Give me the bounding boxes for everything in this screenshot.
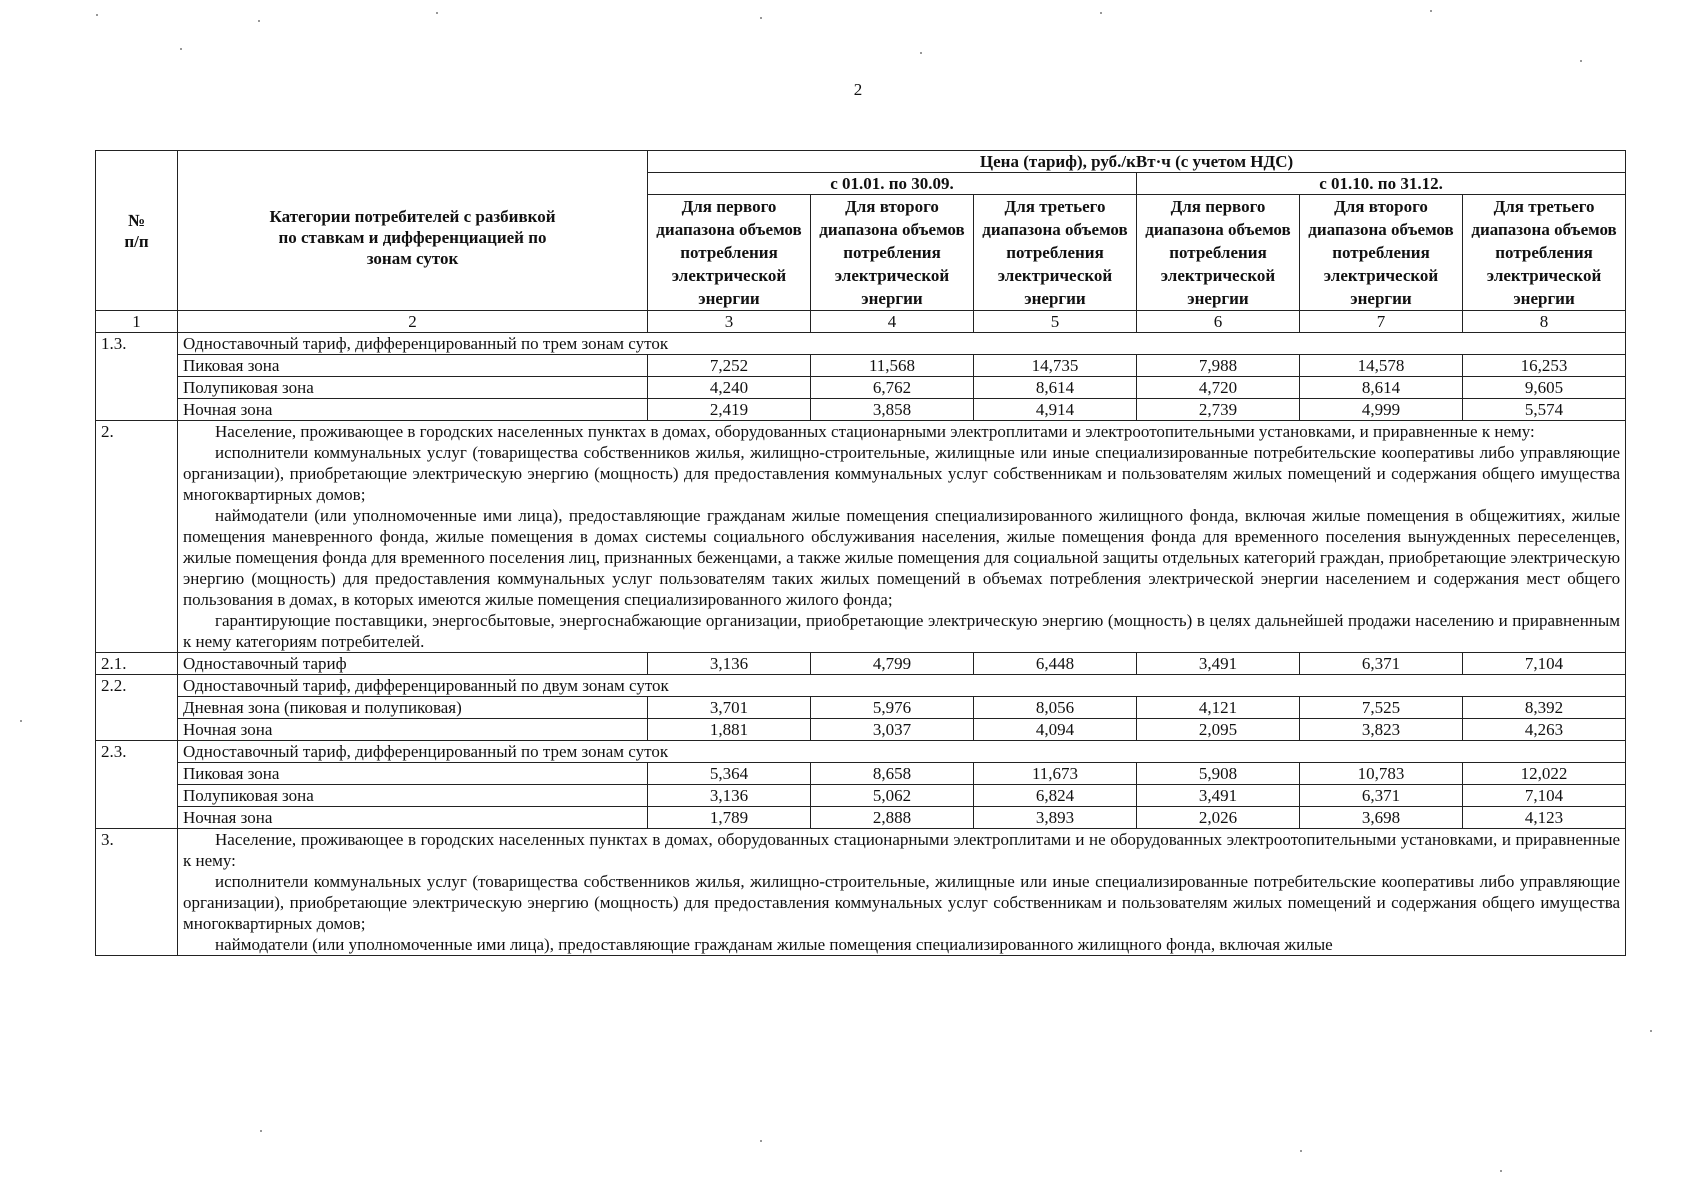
price-cell: 3,698 — [1300, 807, 1463, 829]
section-2-row — [96, 421, 1626, 653]
header-price: Цена (тариф), руб./кВт·ч (с учетом НДС) — [648, 151, 1626, 173]
header-period-2: с 01.10. по 31.12. — [1137, 173, 1626, 195]
price-cell: 4,121 — [1137, 697, 1300, 719]
table-row — [96, 377, 1626, 399]
column-number: 8 — [1463, 311, 1626, 333]
paragraph: Население, проживающее в городских населенных пунктах в домах, оборудованных стационарными электроплитами и не оборудованных электроотопительными установками, и приравненные к нему: — [183, 830, 1621, 870]
price-cell: 11,568 — [811, 355, 974, 377]
column-number: 7 — [1300, 311, 1463, 333]
price-cell: 3,858 — [811, 399, 974, 421]
scan-speck — [258, 20, 260, 22]
scan-speck — [1500, 1170, 1502, 1172]
price-cell: 6,371 — [1300, 785, 1463, 807]
price-cell: 10,783 — [1300, 763, 1463, 785]
paragraph: исполнители коммунальных услуг (товарищества собственников жилья, жилищно-строительные, жилищные или иные специализированные потребительские кооперативы либо управляющие организации), приобретающие электрическую энергию (мощность) для предоставления коммунальных услуг собственникам и пользователям жилых помещений и содержания общего имущества многоквартирных домов; — [183, 872, 1621, 933]
price-cell: 5,062 — [811, 785, 974, 807]
price-cell: 8,056 — [974, 697, 1137, 719]
price-cell: 3,491 — [1137, 653, 1300, 675]
header-category — [178, 151, 648, 311]
price-cell: 6,824 — [974, 785, 1137, 807]
scan-speck — [1650, 1030, 1652, 1032]
price-cell: 8,392 — [1463, 697, 1626, 719]
column-number: 1 — [96, 311, 178, 333]
scan-speck — [1430, 10, 1432, 12]
page-number: 2 — [853, 80, 863, 99]
price-cell: 9,605 — [1463, 377, 1626, 399]
price-cell: 3,136 — [648, 785, 811, 807]
price-cell: 3,491 — [1137, 785, 1300, 807]
section-1-3-title-row — [96, 333, 1626, 355]
header-category-label: Категории потребителей с разбивкой по ставкам и дифференциацией по зонам суток — [269, 207, 556, 268]
header-range-6: Для третьего диапазона объемов потребления электрической энергии — [1463, 195, 1626, 311]
row-number: 2.3. — [96, 741, 178, 829]
price-cell: 2,888 — [811, 807, 974, 829]
paragraph: исполнители коммунальных услуг (товарищества собственников жилья, жилищно-строительные, жилищные или иные специализированные потребительские кооперативы либо управляющие организации), приобретающие электрическую энергию (мощность) для предоставления коммунальных услуг собственникам и пользователям жилых помещений и содержания общего имущества многоквартирных домов; — [183, 443, 1621, 504]
price-cell: 14,578 — [1300, 355, 1463, 377]
section-title: Одноставочный тариф, дифференцированный по двум зонам суток — [178, 675, 1626, 697]
price-cell: 1,881 — [648, 719, 811, 741]
price-cell: 8,658 — [811, 763, 974, 785]
section-description — [178, 829, 1626, 956]
section-description — [178, 421, 1626, 653]
price-cell: 4,094 — [974, 719, 1137, 741]
scan-speck — [1100, 12, 1102, 14]
header-number-abbrev: п/п — [124, 231, 149, 251]
header-period-1: с 01.01. по 30.09. — [648, 173, 1137, 195]
price-cell: 3,893 — [974, 807, 1137, 829]
table-row — [96, 763, 1626, 785]
paragraph: наймодатели (или уполномоченные ими лица), предоставляющие гражданам жилые помещения специализированного жилищного фонда, включая жилые помещения в общежитиях, жилые помещения маневренного фонда, жилые помещения в домах системы социального обслуживания населения, жилые помещения фонда для временного поселения вынужденных переселенцев, жилые помещения фонда для временного поселения лиц, признанных беженцами, а также жилые помещения для социальной защиты отдельных категорий граждан, приобретающие электрическую энергию (мощность) для предоставления коммунальных услуг пользователям таких жилых помещений в объемах потребления электрической энергии населением и содержания мест общего пользования в домах, в которых имеются жилые помещения специализированного жилого фонда; — [183, 506, 1621, 609]
price-cell: 2,026 — [1137, 807, 1300, 829]
row-number: 2. — [96, 421, 178, 653]
paragraph: гарантирующие поставщики, энергосбытовые, энергоснабжающие организации, приобретающие электрическую энергию (мощность) в целях дальнейшей продажи населению и приравненным к нему категориям потребителей. — [183, 611, 1621, 651]
section-title: Одноставочный тариф, дифференцированный по трем зонам суток — [178, 333, 1626, 355]
table-row — [96, 697, 1626, 719]
scan-speck — [760, 1140, 762, 1142]
row-number: 1.3. — [96, 333, 178, 421]
section-2-3-title-row — [96, 741, 1626, 763]
price-cell: 3,136 — [648, 653, 811, 675]
scan-speck — [1300, 1150, 1302, 1152]
price-cell: 4,914 — [974, 399, 1137, 421]
price-cell: 4,799 — [811, 653, 974, 675]
zone-label: Ночная зона — [178, 807, 648, 829]
price-cell: 16,253 — [1463, 355, 1626, 377]
price-cell: 8,614 — [974, 377, 1137, 399]
section-2-2-title-row — [96, 675, 1626, 697]
price-cell: 6,448 — [974, 653, 1137, 675]
scan-speck — [96, 14, 98, 16]
price-cell: 7,104 — [1463, 653, 1626, 675]
price-cell: 6,371 — [1300, 653, 1463, 675]
paragraph: Население, проживающее в городских населенных пунктах в домах, оборудованных стационарными электроплитами и электроотопительными установками, и приравненные к нему: — [215, 422, 1535, 441]
scan-speck — [436, 12, 438, 14]
scan-speck — [180, 48, 182, 50]
column-number: 4 — [811, 311, 974, 333]
table-row — [96, 807, 1626, 829]
header-range-3: Для третьего диапазона объемов потребления электрической энергии — [974, 195, 1137, 311]
price-cell: 7,988 — [1137, 355, 1300, 377]
table-row — [96, 399, 1626, 421]
header-range-1: Для первого диапазона объемов потребления электрической энергии — [648, 195, 811, 311]
header-number-cell — [96, 151, 178, 311]
scan-speck — [760, 17, 762, 19]
price-cell: 14,735 — [974, 355, 1137, 377]
price-cell: 7,525 — [1300, 697, 1463, 719]
zone-label: Ночная зона — [178, 399, 648, 421]
zone-label: Полупиковая зона — [178, 785, 648, 807]
price-cell: 7,104 — [1463, 785, 1626, 807]
column-numbers-row — [96, 311, 1626, 333]
price-cell: 4,999 — [1300, 399, 1463, 421]
tariff-label: Одноставочный тариф — [178, 653, 648, 675]
price-cell: 5,364 — [648, 763, 811, 785]
price-cell: 3,701 — [648, 697, 811, 719]
price-cell: 7,252 — [648, 355, 811, 377]
row-number: 2.1. — [96, 653, 178, 675]
price-cell: 2,419 — [648, 399, 811, 421]
row-number: 2.2. — [96, 675, 178, 741]
price-cell: 5,976 — [811, 697, 974, 719]
header-range-2: Для второго диапазона объемов потребления электрической энергии — [811, 195, 974, 311]
column-number: 2 — [178, 311, 648, 333]
tariff-table — [95, 150, 1626, 956]
zone-label: Пиковая зона — [178, 355, 648, 377]
zone-label: Пиковая зона — [178, 763, 648, 785]
price-cell: 2,739 — [1137, 399, 1300, 421]
price-cell: 12,022 — [1463, 763, 1626, 785]
table-row — [96, 719, 1626, 741]
table-row — [96, 653, 1626, 675]
table-row — [96, 355, 1626, 377]
header-range-5: Для второго диапазона объемов потребления электрической энергии — [1300, 195, 1463, 311]
price-cell: 1,789 — [648, 807, 811, 829]
column-number: 6 — [1137, 311, 1300, 333]
section-3-row — [96, 829, 1626, 956]
column-number: 5 — [974, 311, 1137, 333]
price-cell: 6,762 — [811, 377, 974, 399]
price-cell: 5,574 — [1463, 399, 1626, 421]
price-cell: 11,673 — [974, 763, 1137, 785]
scan-speck — [20, 720, 22, 722]
price-cell: 4,720 — [1137, 377, 1300, 399]
paragraph: наймодатели (или уполномоченные ими лица), предоставляющие гражданам жилые помещения специализированного жилищного фонда, включая жилые — [215, 935, 1333, 954]
zone-label: Дневная зона (пиковая и полупиковая) — [178, 697, 648, 719]
price-cell: 3,037 — [811, 719, 974, 741]
price-cell: 4,263 — [1463, 719, 1626, 741]
price-cell: 3,823 — [1300, 719, 1463, 741]
zone-label: Ночная зона — [178, 719, 648, 741]
header-number-symbol: № — [127, 210, 146, 230]
scan-speck — [1580, 60, 1582, 62]
header-range-4: Для первого диапазона объемов потребления электрической энергии — [1137, 195, 1300, 311]
scan-speck — [260, 1130, 262, 1132]
row-number: 3. — [96, 829, 178, 956]
price-cell: 4,240 — [648, 377, 811, 399]
column-number: 3 — [648, 311, 811, 333]
table-row — [96, 785, 1626, 807]
scan-speck — [920, 52, 922, 54]
price-cell: 4,123 — [1463, 807, 1626, 829]
price-cell: 5,908 — [1137, 763, 1300, 785]
price-cell: 8,614 — [1300, 377, 1463, 399]
price-cell: 2,095 — [1137, 719, 1300, 741]
zone-label: Полупиковая зона — [178, 377, 648, 399]
section-title: Одноставочный тариф, дифференцированный по трем зонам суток — [178, 741, 1626, 763]
